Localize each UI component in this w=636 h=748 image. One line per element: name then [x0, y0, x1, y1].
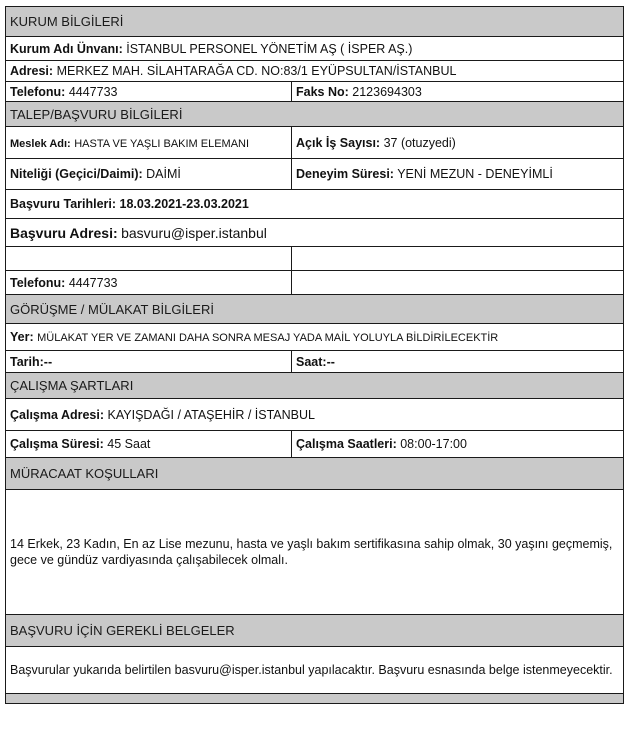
field-label: Niteliği (Geçici/Daimi): — [10, 167, 143, 181]
field-label: Açık İş Sayısı: — [296, 135, 381, 150]
kurum-unvan-cell — [6, 37, 624, 61]
field-value: 4447733 — [68, 84, 118, 99]
field-value: MERKEZ MAH. SİLAHTARAĞA CD. NO:83/1 EYÜPSULTAN/İSTANBUL — [56, 64, 457, 78]
field-value: KAYIŞDAĞI / ATAŞEHİR / İSTANBUL — [107, 407, 315, 422]
muracaat-text-cell — [6, 490, 624, 615]
calisma-saat-cell — [292, 431, 624, 458]
belgeler-text: Başvurular yukarıda belirtilen basvuru@isper.istanbul yapılacaktır. Başvuru esnasında belge istenmeyecektir. — [10, 663, 613, 677]
talep-meslek-cell — [6, 127, 292, 159]
talep-acik-cell — [292, 127, 624, 159]
field-value: basvuru@isper.istanbul — [121, 224, 267, 241]
field-label: Meslek Adı: — [10, 137, 71, 150]
field-value: İSTANBUL PERSONEL YÖNETİM AŞ ( İSPER AŞ.) — [126, 41, 413, 56]
section-header-muracaat — [6, 458, 624, 490]
gorusme-saat-cell — [292, 351, 624, 373]
job-posting-form — [5, 6, 624, 704]
field-value: 45 Saat — [107, 437, 151, 451]
field-label: Yer: — [10, 330, 34, 344]
field-label: Tarih:-- — [10, 354, 53, 369]
field-label: Çalışma Adresi: — [10, 407, 105, 422]
talep-tarih-cell — [6, 190, 624, 219]
field-label: Telefonu: — [10, 275, 66, 290]
talep-adres-cell — [6, 219, 624, 247]
field-label: Adresi: — [10, 64, 54, 78]
field-value: 08:00-17:00 — [400, 437, 467, 451]
kurum-telefon-cell — [6, 82, 292, 102]
field-label: Çalışma Saatleri: — [296, 437, 397, 451]
section-header-kurum — [6, 7, 624, 37]
section-title: MÜRACAAT KOŞULLARI — [10, 466, 159, 481]
field-label: Telefonu: — [10, 84, 66, 99]
empty-cell — [292, 271, 624, 295]
kurum-adres-cell — [6, 61, 624, 82]
gorusme-yer-cell — [6, 324, 624, 351]
section-title: GÖRÜŞME / MÜLAKAT BİLGİLERİ — [10, 301, 214, 317]
calisma-sure-cell — [6, 431, 292, 458]
field-label: Çalışma Süresi: — [10, 437, 104, 451]
field-label: Deneyim Süresi: — [296, 167, 394, 181]
field-value: HASTA VE YAŞLI BAKIM ELEMANI — [74, 137, 250, 150]
empty-cell — [6, 247, 292, 271]
field-label: Faks No: — [296, 84, 349, 99]
field-label: Kurum Adı Ünvanı: — [10, 41, 123, 56]
calisma-adres-cell — [6, 399, 624, 431]
field-label: Başvuru Adresi: — [10, 224, 118, 241]
field-value: DAİMİ — [146, 167, 181, 181]
section-header-gorusme — [6, 295, 624, 324]
section-header-belgeler — [6, 615, 624, 647]
section-header-calisma — [6, 373, 624, 399]
section-header-talep — [6, 102, 624, 127]
field-value: MÜLAKAT YER VE ZAMANI DAHA SONRA MESAJ YADA MAİL YOLUYLA BİLDİRİLECEKTİR — [37, 332, 499, 344]
belgeler-text-cell — [6, 647, 624, 694]
form-table — [5, 6, 624, 704]
field-value: YENİ MEZUN - DENEYİMLİ — [397, 167, 553, 181]
empty-cell — [292, 247, 624, 271]
section-title: TALEP/BAŞVURU BİLGİLERİ — [10, 106, 183, 122]
field-value: 4447733 — [68, 275, 118, 290]
talep-deneyim-cell — [292, 159, 624, 190]
field-value: 37 (otuzyedi) — [383, 135, 456, 150]
section-title: BAŞVURU İÇİN GEREKLİ BELGELER — [10, 623, 235, 638]
field-value: 2123694303 — [352, 84, 422, 99]
field-label: Başvuru Tarihleri: 18.03.2021-23.03.2021 — [10, 197, 249, 211]
kurum-faks-cell — [292, 82, 624, 102]
section-header-partial — [6, 694, 624, 704]
section-title: KURUM BİLGİLERİ — [10, 14, 124, 29]
gorusme-tarih-cell — [6, 351, 292, 373]
section-title: ÇALIŞMA ŞARTLARI — [10, 378, 134, 393]
muracaat-text: 14 Erkek, 23 Kadın, En az Lise mezunu, hasta ve yaşlı bakım sertifikasına sahip olmak, 30 yaşını geçmemiş, gece ve gündüz vardiyasında çalışabilecek olmalı. — [10, 537, 613, 567]
talep-nitelik-cell — [6, 159, 292, 190]
talep-telefon-cell — [6, 271, 292, 295]
field-label: Saat:-- — [296, 354, 335, 369]
